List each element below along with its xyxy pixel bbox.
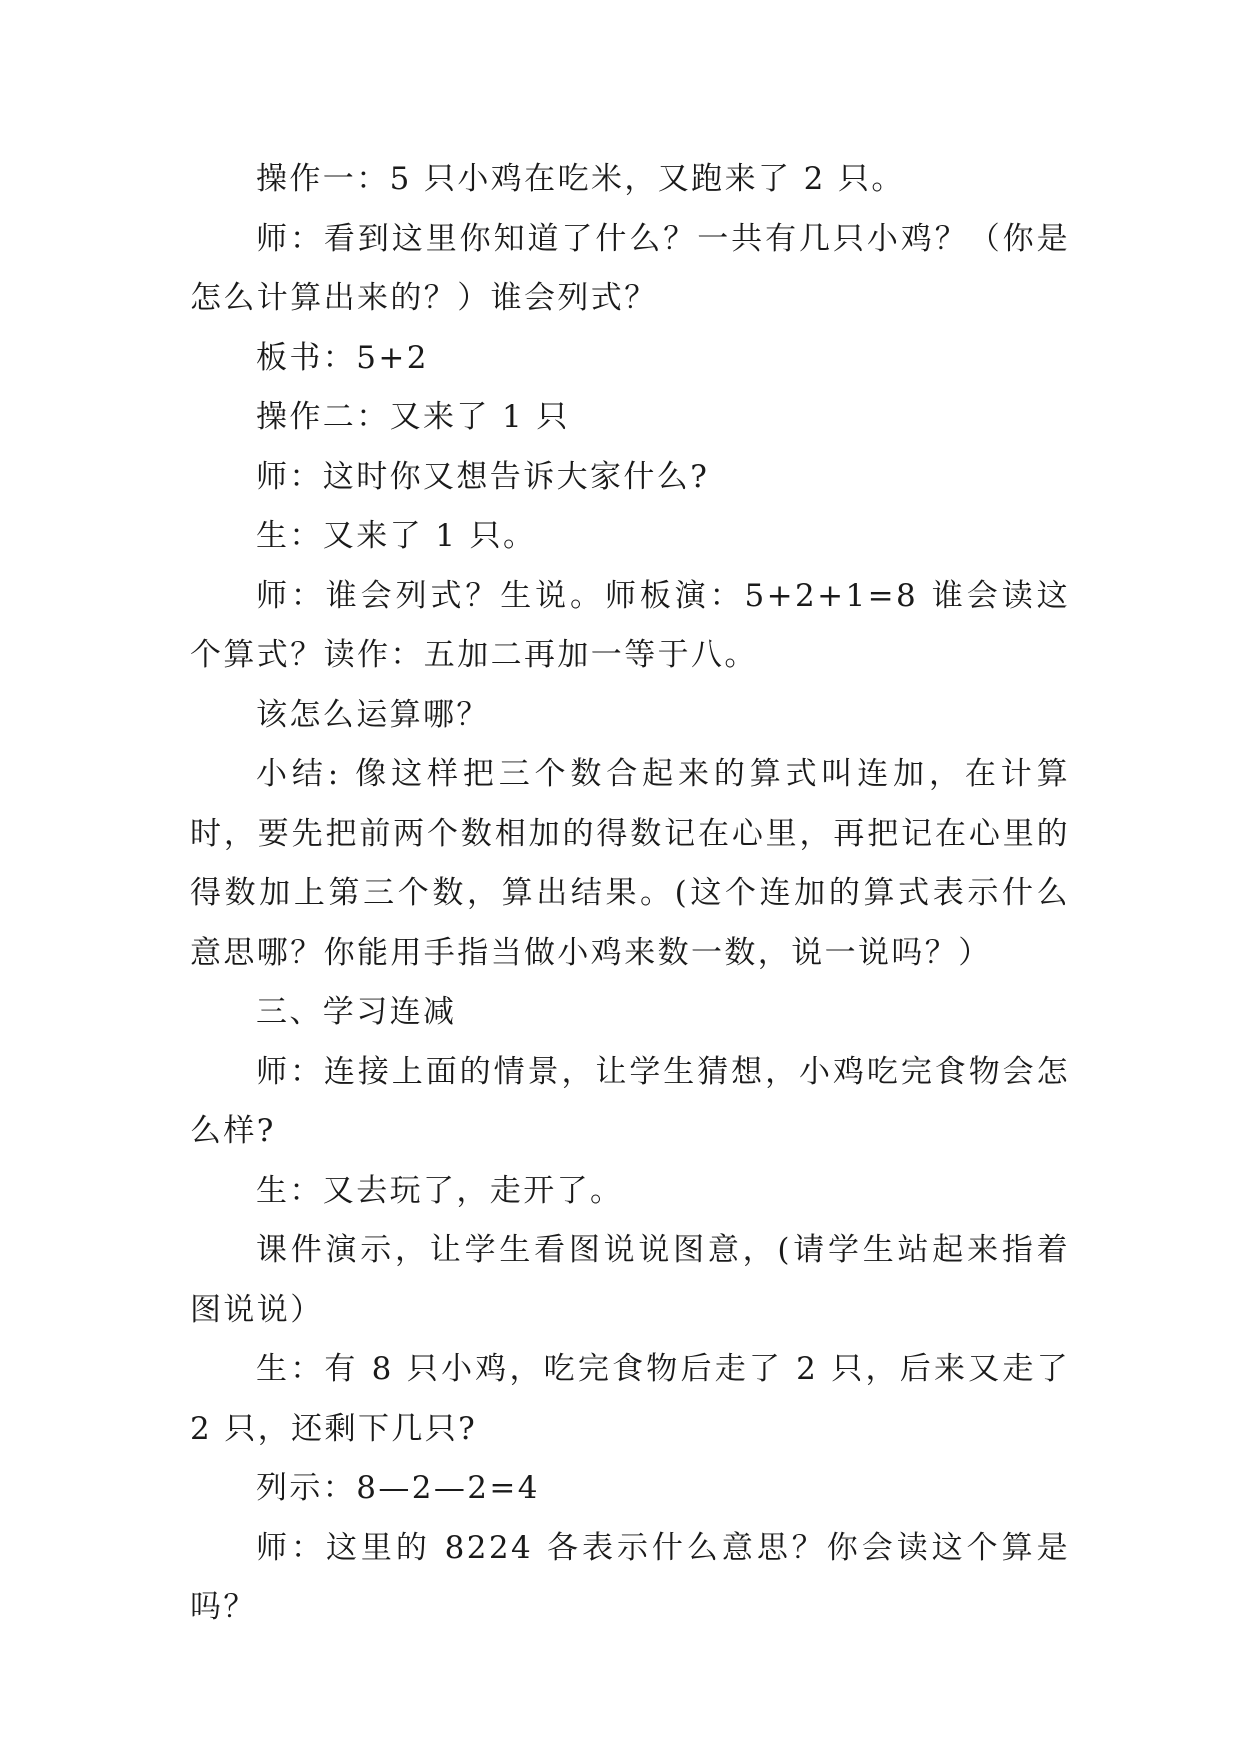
paragraph: 生：又去玩了，走开了。 — [256, 1172, 624, 1209]
document-body — [190, 150, 1070, 1638]
paragraph: 师：这时你又想告诉大家什么? — [256, 458, 710, 495]
paragraph: 生：又来了 1 只。 — [256, 518, 537, 554]
paragraph: 师：看到这里你知道了什么？一共有几只小鸡？（你是怎么计算出来的？）谁会列式？ — [190, 220, 1070, 316]
paragraph: 课件演示，让学生看图说说图意，(请学生站起来指着图说说） — [190, 1232, 1070, 1328]
paragraph: 操作二：又来了 1 只 — [256, 399, 570, 435]
paragraph: 列示：8—2—2=4 — [256, 1470, 540, 1506]
paragraph: 师：连接上面的情景，让学生猜想，小鸡吃完食物会怎么样? — [190, 1053, 1070, 1149]
section-heading: 三、学习连减 — [256, 994, 457, 1030]
paragraph: 师：谁会列式？生说。师板演：5+2+1=8 谁会读这个算式？读作：五加二再加一等于八。 — [190, 577, 1070, 673]
paragraph: 师：这里的 8224 各表示什么意思？你会读这个算是吗？ — [190, 1529, 1070, 1625]
paragraph: 操作一：5 只小鸡在吃米，又跑来了 2 只。 — [256, 161, 905, 197]
paragraph: 板书：5+2 — [256, 339, 429, 376]
paragraph: 生：有 8 只小鸡，吃完食物后走了 2 只，后来又走了 2 只，还剩下几只? — [190, 1351, 1070, 1447]
paragraph: 小结: 像这样把三个数合起来的算式叫连加，在计算时，要先把前两个数相加的得数记在心里，再把记在心里的得数加上第三个数，算出结果。(这个连加的算式表示什么意思哪？你能用手指当做小鸡来数一数，说一说吗？） — [190, 756, 1070, 971]
paragraph: 该怎么运算哪？ — [256, 696, 490, 733]
